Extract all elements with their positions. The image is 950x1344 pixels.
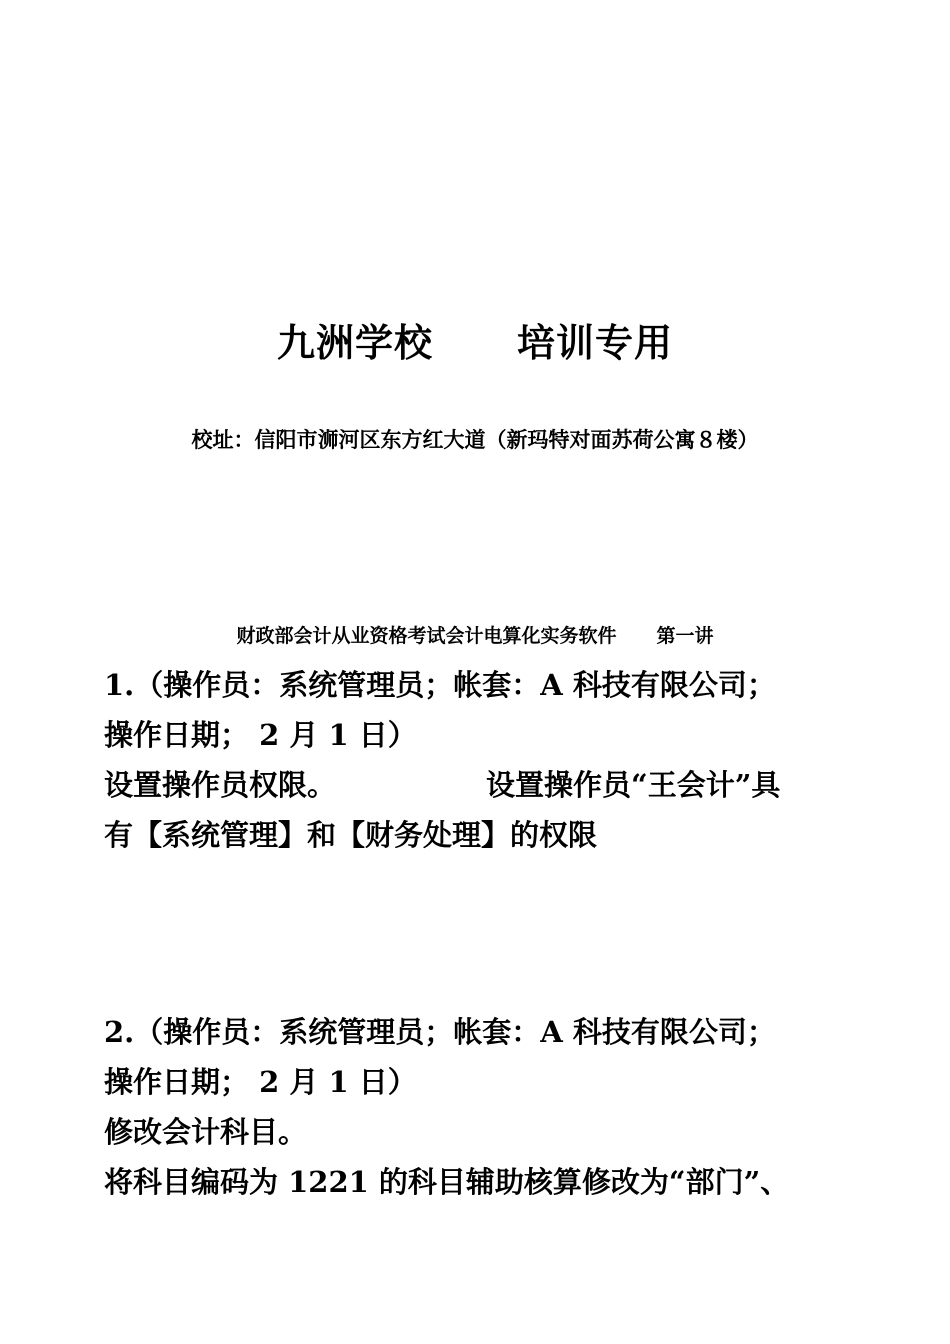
task-heading-line: 操作日期； 2 月 1 日）	[104, 1065, 417, 1099]
lecture-label: 第一讲	[656, 625, 714, 647]
purpose-label: 培训专用	[517, 321, 674, 365]
task-title: 修改会计科目。	[104, 1115, 308, 1149]
task-description-line: 有【系统管理】和【财务处理】的权限	[104, 818, 598, 852]
task-title: 设置操作员权限。	[104, 768, 337, 802]
task-heading-line: 2.（操作员：系统管理员；帐套：A 科技有限公司；	[104, 1015, 776, 1049]
task-heading-line: 1.（操作员：系统管理员；帐套：A 科技有限公司；	[104, 668, 776, 702]
school-name: 九洲学校	[276, 321, 433, 365]
task-description: 将科目编码为 1221 的科目辅助核算修改为“部门”、	[104, 1165, 790, 1199]
task-title-line	[104, 760, 864, 810]
course-name: 财政部会计从业资格考试会计电算化实务软件	[236, 625, 617, 647]
school-address: 校址：信阳市浉河区东方红大道（新玛特对面苏荷公寓８楼）	[191, 428, 759, 452]
page-title	[0, 312, 950, 367]
task-description: 设置操作员“王会计”具	[486, 768, 781, 802]
task-heading-line: 操作日期； 2 月 1 日）	[104, 718, 417, 752]
task-2	[104, 1007, 864, 1207]
course-subtitle	[0, 621, 950, 648]
task-1	[104, 660, 864, 860]
